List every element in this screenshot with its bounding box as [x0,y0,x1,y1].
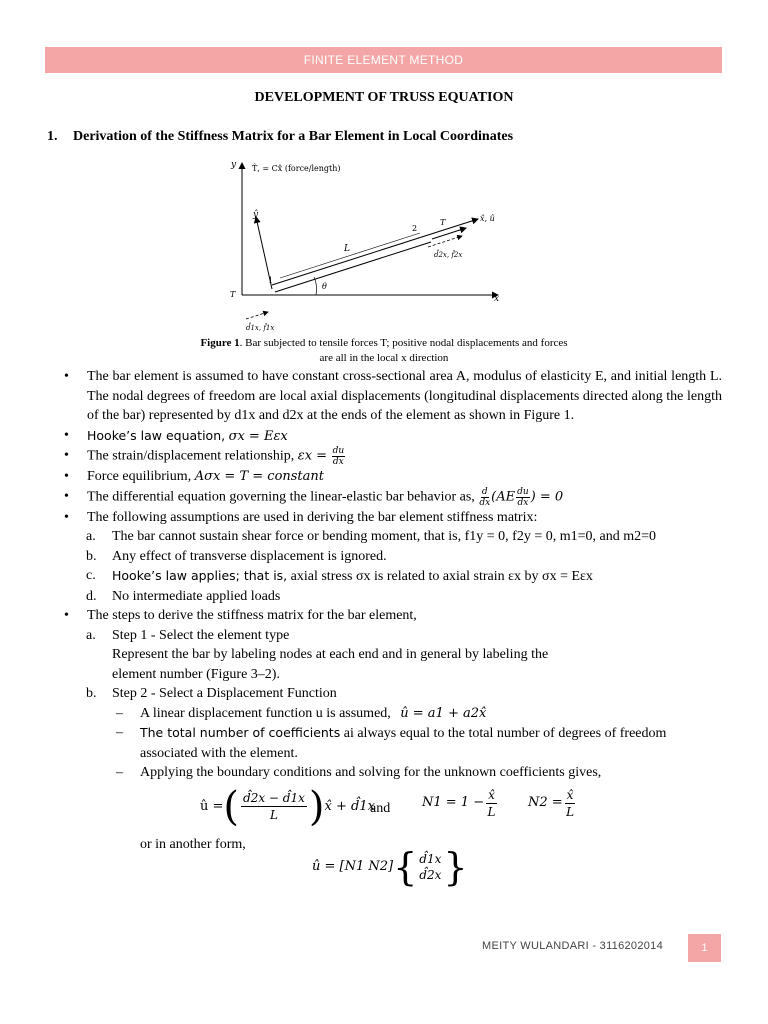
diff-frac1-num: d [481,486,488,497]
section-heading [47,129,513,145]
local-x-label: x̂, û [480,214,495,223]
page-number-box [688,934,721,962]
assumption-a-letter: a. [86,529,96,544]
right-paren: ) [308,783,325,830]
coefficients-text-post: ai always equal to the total number of degrees of freedom associated with the element. [140,726,667,761]
hookes-law-equation: σx = Eεx [228,428,288,444]
disp-left-arrow [246,312,268,319]
footer-author: MEITY WULANDARI - 3116202014 [482,940,664,952]
dash-1-symbol: – [116,705,123,721]
bar-element-figure [228,155,518,335]
n1-den: L [487,804,496,819]
force-eq-text: Force equilibrium, [87,469,192,484]
displacement-equation [200,783,375,830]
length-label: L [344,244,350,254]
matrix-equation-row [62,845,722,902]
node-2-label: 2 [412,224,418,233]
section-title: Derivation of the Stiffness Matrix for a Bar Element in Local Coordinates [73,129,514,144]
diff-frac1-den: dx [479,497,491,508]
document-body [62,367,722,902]
assumption-a-text: The bar cannot sustain shear force or bending moment, that is, f1y = 0, f2y = 0, m1=0, and m2=0 [112,529,657,544]
step-2-title: Step 2 - Select a Displacement Function [112,686,337,701]
assumption-a [62,527,722,547]
eq1-lhs: û = [200,798,224,814]
vec-d1x: d̂1x [419,852,442,866]
eq1-num: d̂2x − d̂1x [243,791,305,805]
header-title: FINITE ELEMENT METHOD [303,53,464,67]
n1-fraction [486,787,497,820]
diff-eq-frac-2 [516,487,530,508]
strain-frac-den: dx [332,457,344,467]
left-brace: { [393,845,418,889]
force-eq-equation: Aσx = T = constant [194,469,325,484]
n1-lhs: N1 = 1 − [422,795,485,811]
force-right-arrow [432,228,466,239]
shape-function-n1 [422,787,499,820]
force-right-label: T [440,218,446,227]
vec-d2x: d̂2x [419,868,442,882]
other-form-text: or in another form, [140,836,246,852]
header-bar [45,47,722,73]
assumption-b [62,547,722,567]
diff-eq-mid: (AE [491,489,516,505]
diff-frac2-num: du [517,486,529,497]
right-brace: } [443,845,468,889]
step-1-letter: a. [86,627,96,643]
eq1-rhs: x̂ + d̂1x [324,798,375,814]
global-x-label: x [494,294,500,304]
disp-left-label: d̂1x, f̂1x [246,324,275,332]
step-2-letter: b. [86,686,97,701]
page-number: 1 [701,942,708,954]
boundary-conditions-text: Applying the boundary conditions and solving for the unknown coefficients gives, [140,765,602,780]
assumption-c-pre: Hooke’s law applies; that is, [112,568,288,583]
step-1-description: Represent the bar by labeling nodes at each end and in general by labeling the element number (Figure 3–2). [112,647,549,682]
left-paren: ( [223,783,240,830]
assumption-c-letter: c. [86,568,96,583]
disp-right-label: d̂2x, f̂2x [434,251,463,259]
length-dimension [280,233,420,278]
dash-2-symbol: – [116,725,123,740]
figure-caption [0,336,768,366]
n2-lhs: N2 = [528,795,563,811]
diff-frac2-den: dx [517,497,529,508]
load-label: T̂, = Cx̂ (force/length) [252,164,341,173]
displacement-equation-row [62,783,722,835]
bullet-assumptions-list: • The following assumptions are used in deriving the bar element stiffness matrix: [62,508,722,528]
diff-eq-frac-1 [479,487,490,508]
eq2-lhs: û = [N1 N2] [312,859,394,875]
assumption-c-post: axial stress σx is related to axial strain εx by σx = Eεx [290,569,593,584]
hookes-law-text: Hooke’s law equation, [87,427,226,443]
assumption-d-letter: d. [86,588,97,604]
step-1 [62,626,722,646]
eq1-den: L [269,808,278,822]
angle-label: θ [322,282,327,291]
n1-num: x̂ [488,787,495,802]
assumption-b-text: Any effect of transverse displacement is ignored. [112,548,387,564]
assumption-c [62,566,722,587]
caption-line-1: . Bar subjected to tensile forces T; positive nodal displacements and forces [239,337,568,349]
local-y-label: ŷ [253,210,259,220]
strain-fraction [332,446,346,467]
n2-fraction [565,787,576,820]
and-word: and [370,800,391,816]
caption-line-2: are all in the local x direction [319,352,449,364]
node-1-label: 1 [268,276,274,285]
caption-label: Figure 1 [200,337,240,349]
linear-function-text: A linear displacement function u is assumed, [140,705,391,721]
coefficients-text-pre: The total number of coefficients [140,725,341,740]
bullet-force-equilibrium [62,467,722,487]
global-y-label: y [231,160,237,170]
dash-linear-function [62,704,722,724]
bullet-bar-assumptions: • The bar element is assumed to have constant cross-sectional area A, modulus of elasticity E, and initial length L. The nodal degrees of freedom are local axial displacements (longitudinal displacements directed along the length of the bar) represented by d1x and d2x at the ends of the element as shown in Figure 1. [62,367,722,426]
strain-equation-lhs: εx = [297,448,328,464]
n2-den: L [566,804,575,819]
diff-eq-end: ) = 0 [530,489,564,505]
section-number: 1. [47,129,58,144]
bar [272,235,431,292]
strain-text: The strain/displacement relationship, [87,448,295,464]
strain-frac-num: du [332,446,345,456]
dash-coefficients [62,723,722,763]
document-title: DEVELOPMENT OF TRUSS EQUATION [254,90,514,105]
step-2 [62,684,722,704]
bullet-hookes-law [62,426,722,447]
n2-num: x̂ [566,787,574,802]
assumption-d-text: No intermediate applied loads [112,588,281,604]
step-1-title: Step 1 - Select the element type [112,627,290,643]
assumption-b-letter: b. [86,548,97,564]
assumption-d [62,587,722,607]
eq1-fraction [241,790,307,823]
dash-3-symbol: – [116,765,123,780]
bullet-strain-displacement [62,446,722,467]
dash-boundary-conditions [62,763,722,783]
displacement-vector [419,851,441,883]
bullet-steps: • The steps to derive the stiffness matrix for the bar element, [62,606,722,626]
matrix-equation [312,845,468,889]
bullet-differential-equation [62,487,722,508]
linear-function-equation: û = a1 + a2x̂ [400,705,487,721]
diff-eq-text: The differential equation governing the linear-elastic bar behavior as, [87,489,475,505]
shape-function-n2 [528,787,577,820]
disp-right-arrow [428,236,462,247]
force-left-label: T [230,290,236,299]
